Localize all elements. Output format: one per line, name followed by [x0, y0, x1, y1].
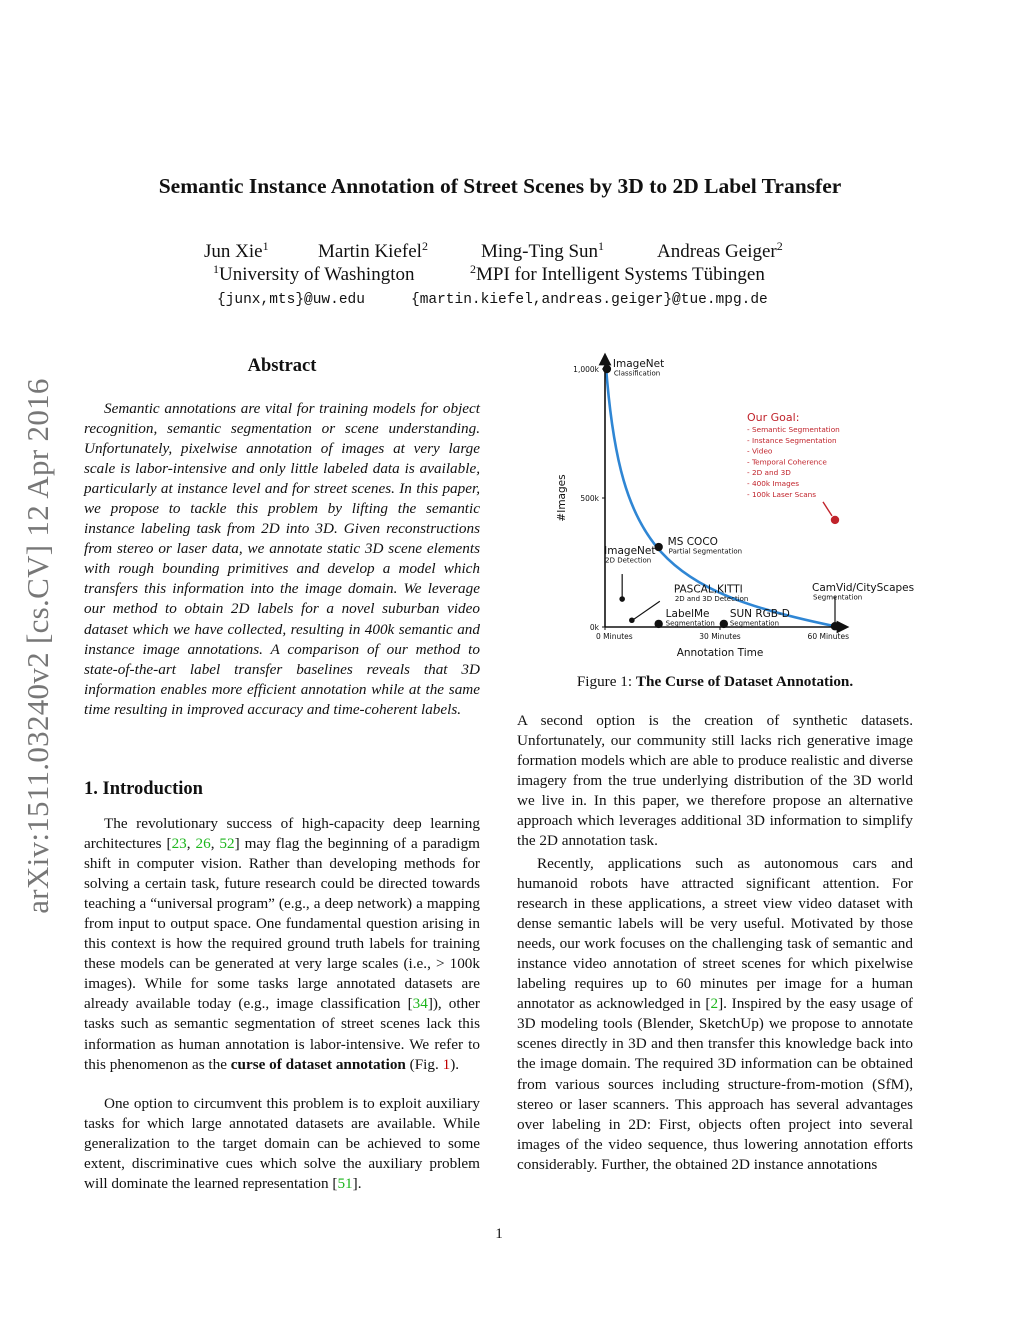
- point-label: CamVid/CityScapes: [812, 582, 915, 595]
- goal-item: - 400k Images: [747, 479, 800, 488]
- goal-pointer: [823, 502, 832, 516]
- figure-caption: Figure 1: The Curse of Dataset Annotation.: [576, 673, 854, 690]
- abstract-text: Semantic annotations are vital for training models for object recognition, semantic segmentation or scene understanding. Unfortunately, pixelwise annotation of images at very large scale is labor-intensive and only little labeled data is available, particularly at instance level and for street scenes. In this paper, we propose to tackle this problem by lifting the semantic instance labeling task from 2D into 3D. Given reconstructions from stereo or laser data, we annotate static 3D scene elements with rough bounding primitives and develop a model which transfers this information into the image domain. We leverage our method to obtain 2D labels for a novel suburban video dataset which we have collected, resulting in 400k semantic and instance image annotations. A comparison of our method to state-of-the-art label transfer baselines reveals that 3D information enables more efficient annotation while at the same time resulting in improved accuracy and time-coherent labels.: [84, 400, 480, 718]
- goal-item: - Semantic Segmentation: [747, 425, 840, 434]
- citation-link[interactable]: 2: [710, 995, 719, 1013]
- page-number: 1: [495, 1225, 503, 1242]
- point-label: MS COCO: [667, 536, 718, 549]
- figure-link[interactable]: 1: [442, 1055, 451, 1073]
- email: {martin.kiefel,andreas.geiger}@tue.mpg.de: [411, 292, 768, 308]
- goal-item: - 2D and 3D: [747, 468, 791, 478]
- figure-chart: [550, 355, 915, 660]
- point-sublabel: Segmentation: [665, 619, 715, 628]
- author: Andreas Geiger$^2$: [657, 239, 783, 262]
- data-point: [619, 596, 625, 602]
- goal-item: - Video: [747, 446, 773, 456]
- point-sublabel: 2D and 3D Detection: [674, 594, 749, 603]
- goal-point: [831, 516, 839, 524]
- x-tick-label: 0 Minutes: [596, 632, 633, 641]
- point-label: ImageNet: [612, 358, 665, 370]
- point-sublabel: Segmentation: [813, 593, 863, 602]
- data-point: [603, 365, 611, 373]
- point-sublabel: Partial Segmentation: [668, 547, 743, 556]
- citation-link[interactable]: 51: [337, 1175, 353, 1193]
- data-point: [654, 620, 662, 628]
- section-heading: 1. Introduction: [84, 779, 203, 799]
- x-axis-label: Annotation Time: [676, 647, 764, 659]
- y-tick-label: 0k: [589, 623, 599, 632]
- author: Ming-Ting Sun$^1$: [481, 239, 605, 262]
- y-tick-label: 1,000k: [573, 365, 599, 374]
- paper-title: Semantic Instance Annotation of Street Scenes by 3D to 2D Label Transfer: [158, 174, 842, 198]
- citation-link[interactable]: 23: [171, 835, 187, 853]
- citation-link[interactable]: 26: [195, 835, 211, 853]
- arxiv-identifier: arXiv:1511.03240v2 [cs.CV] 12 Apr 2016: [20, 378, 55, 914]
- point-label: LabelMe: [665, 607, 710, 620]
- data-point: [831, 622, 839, 630]
- y-axis-label: #Images: [556, 474, 568, 522]
- paragraph: One option to circumvent this problem is to exploit auxiliary tasks for which large annotated datasets are available. While generalization to the target domain can be achieved to some extent, discriminative cues which solve the auxiliary problem will dominate the learned representation [51].: [84, 1095, 480, 1193]
- chart-layer: [556, 358, 914, 659]
- point-sublabel: Segmentation: [729, 619, 780, 628]
- x-tick-label: 30 Minutes: [699, 632, 741, 641]
- citation-link[interactable]: 34: [412, 995, 428, 1013]
- data-point: [629, 617, 635, 623]
- paragraph: A second option is the creation of synthetic datasets. Unfortunately, our community still lacks rich generative image formation models which are able to produce realistic and diverse imagery from the true underlying distribution of the 3D world we live in. In this paper, we therefore propose an alternative approach which leverages additional 3D information to simplify the 2D annotation task.: [517, 712, 913, 850]
- author: Jun Xie$^1$: [204, 239, 269, 262]
- data-point: [720, 620, 728, 628]
- citation-link[interactable]: 52: [219, 835, 235, 853]
- y-tick-label: 500k: [580, 494, 599, 503]
- goal-item: - 100k Laser Scans: [747, 489, 817, 499]
- point-label: ImageNet: [604, 545, 656, 558]
- point-label: SUN RGB-D: [729, 607, 790, 620]
- goal-item: - Instance Segmentation: [747, 435, 837, 445]
- goal-item: - Temporal Coherence: [747, 457, 827, 467]
- affiliation: $^2$MPI for Intelligent Systems Tübingen: [470, 262, 765, 285]
- x-tick-label: 60 Minutes: [807, 632, 849, 641]
- point-sublabel: Classification: [613, 369, 661, 378]
- pointer-line: [634, 601, 660, 619]
- data-point: [654, 543, 662, 551]
- email: {junx,mts}@uw.edu: [217, 292, 365, 308]
- goal-heading: Our Goal:: [747, 411, 800, 424]
- paragraph: Recently, applications such as autonomous cars and humanoid robots have attracted significant attention. For research in these applications, a street view video dataset with dense semantic labels will be very useful. Motivated by those needs, our work focuses on the challenging task of semantic and instance video annotation of street scenes for which pixelwise labeling requires up to 60 minutes per image for a human annotator as acknowledged in [2]. Inspired by the easy usage of 3D modeling tools (Blender, SketchUp) we propose to annotate scenes directly in 3D and then transfer this knowledge back into the image domain. The required 3D information can be obtained from various sources including structure-from-motion (SfM), stereo or laser scanners. This approach has several advantages over labeling in 2D: First, objects often project into several images of the video sequence, thus lowering annotation efforts considerably. Further, the obtained 2D instance annotations: [517, 855, 913, 1173]
- paragraph: The revolutionary success of high-capacity deep learning architectures [23, 26, 52] may flag the beginning of a paradigm shift in computer vision. Rather than developing methods for solving a certain task, future research could be directed towards teaching a “universal program” (e.g., a deep network) a mapping from input to output space. One fundamental question arising in this context is how the required ground truth labels for training these models can be generated at very large scales (i.e., > 100k images). While for some tasks large annotated datasets are already available today (e.g., image classification [34]), other tasks such as semantic segmentation of street scenes lack this information as human annotation is labor-intensive. We refer to this phenomenon as the curse of dataset annotation (Fig. 1).: [84, 815, 480, 1073]
- point-sublabel: 2D Detection: [605, 556, 652, 565]
- affiliation: $^1$University of Washington: [213, 262, 415, 285]
- point-label: PASCAL,KITTI: [673, 583, 743, 596]
- author: Martin Kiefel$^2$: [318, 239, 428, 262]
- abstract-heading: Abstract: [247, 356, 317, 376]
